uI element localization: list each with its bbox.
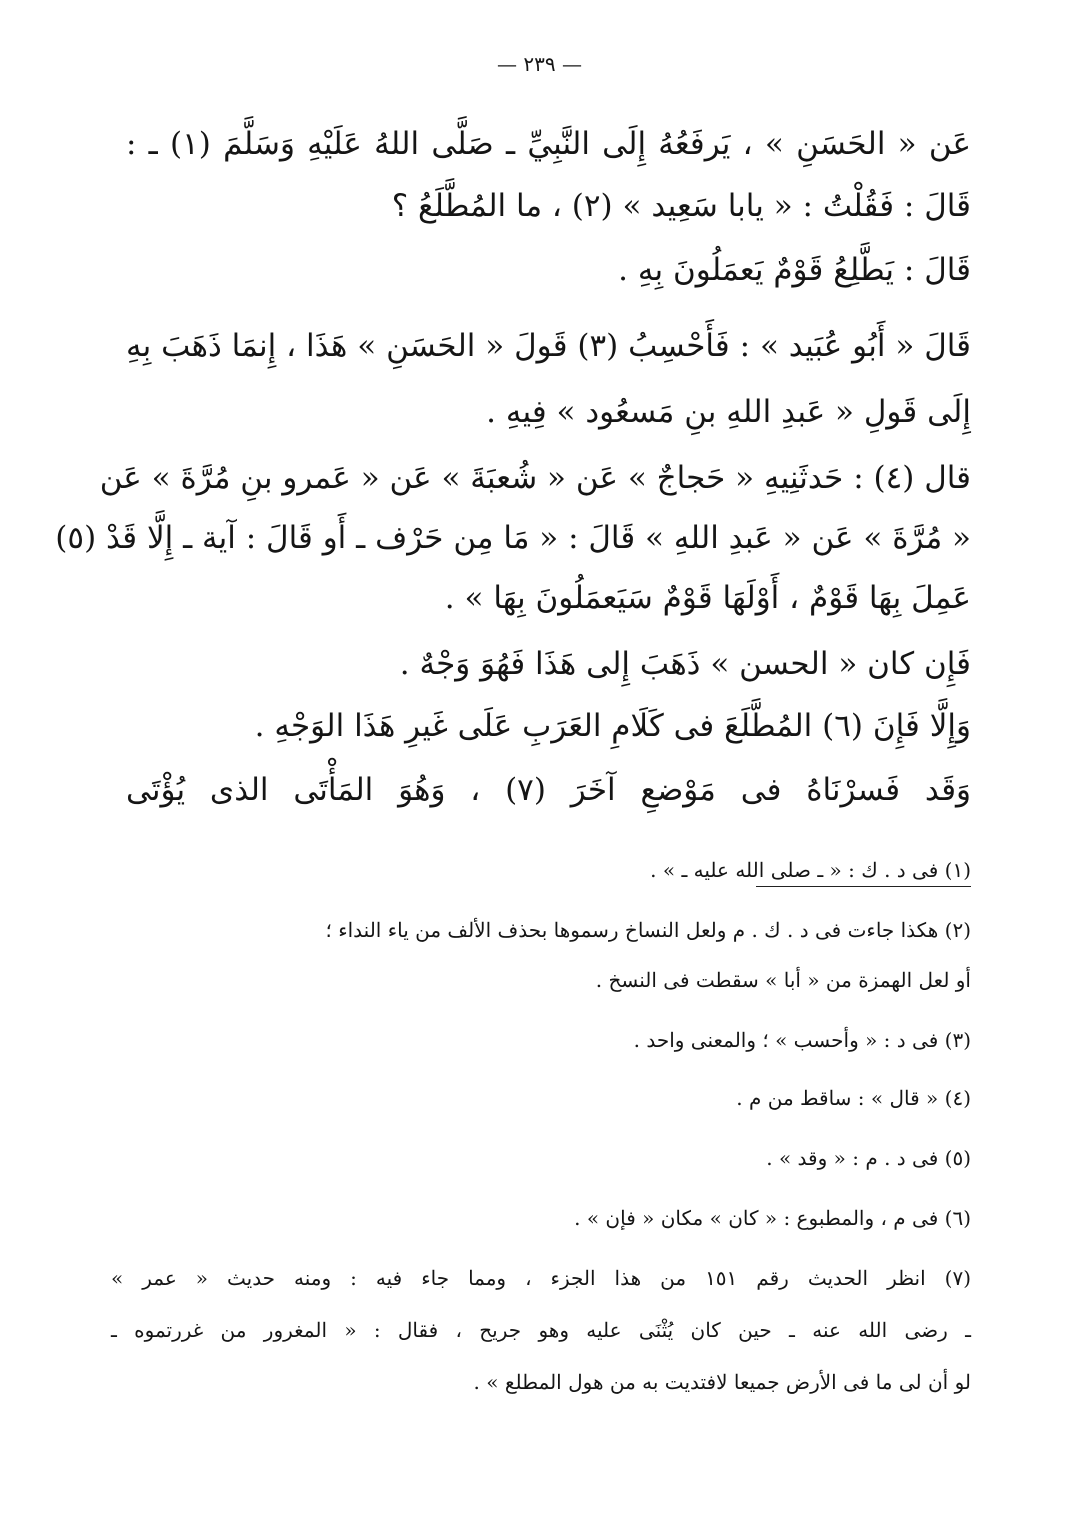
main-line-9: فَإِن كان « الحسن » ذَهَبَ إِلى هَذَا فَهُوَ وَجْهٌ . [399, 646, 971, 682]
footnote-separator [756, 886, 971, 887]
main-line-6: قال (٤) : حَدثَنِيهِ « حَجاجٌ » عَن « شُعبَةَ » عَن « عَمرو بنِ مُرَّةَ » عَن [99, 460, 971, 496]
main-line-5: إِلَى قَولِ « عَبدِ اللهِ بنِ مَسعُود » فِيهِ . [486, 394, 971, 430]
main-line-4: قَالَ « أَبُو عُبَيد » : فَأَحْسِبُ (٣) قَولَ « الحَسَنِ » هَذَا ، إِنمَا ذَهَبَ بِهِ [126, 328, 971, 364]
footnote-6: (٦) فى م ، والمطبوع : « كان » مكان « فإن » . [574, 1206, 971, 1230]
main-line-3: قَالَ : يَطَّلِعُ قَوْمٌ يَعمَلُونَ بِهِ . [618, 252, 971, 288]
main-line-8: عَمِلَ بِهَا قَوْمٌ ، أَوْلَهَا قَوْمٌ سَيَعمَلُونَ بِهَا » . [444, 580, 971, 616]
main-line-7: « مُرَّةَ » عَن « عَبدِ اللهِ » قَالَ : « مَا مِن حَرْف ـ أَو قَالَ : آية ـ إِلَّا قَدْ (٥) [55, 520, 971, 556]
footnote-3: (٣) فى د : « وأحسب » ؛ والمعنى واحد . [633, 1028, 971, 1052]
footnote-7-cont-1: ـ رضى الله عنه ـ حين كان يُثْنَى عليه وهو جريح ، فقال : « المغرور من غررتموه ـ [111, 1318, 971, 1342]
footnote-1: (١) فى د . ك : « ـ صلى الله عليه ـ » . [650, 858, 971, 882]
footnote-7-cont-2: لو أن لى ما فى الأرض جميعا لافتديت به من هول المطلع » . [473, 1370, 971, 1394]
main-line-1: عَن « الحَسَنِ » ، يَرفَعُهُ إِلَى النَّبِيِّ ـ صَلَّى اللهُ عَلَيْهِ وَسَلَّمَ (١) ـ : [126, 126, 971, 162]
footnote-2: (٢) هكذا جاءت فى د . ك . م ولعل النساخ رسموها بحذف الألف من ياء النداء ؛ [325, 918, 971, 942]
page-number: — ٢٣٩ — [497, 52, 582, 76]
footnote-5: (٥) فى د . م : « وقد » . [766, 1146, 971, 1170]
footnote-2-cont: أو لعل الهمزة من « أبا » سقطت فى النسخ . [595, 968, 971, 992]
main-line-2: قَالَ : فَقُلْتُ : « يابا سَعِيد » (٢) ، ما المُطَّلَعُ ؟ [391, 188, 971, 224]
main-line-11: وَقَد فَسرْنَاهُ فى مَوْضعِ آخَرَ (٧) ، وَهُوَ المَأْتَى الذى يُؤْتَى [126, 772, 971, 808]
footnote-4: (٤) « قال » : ساقط من م . [736, 1086, 971, 1110]
main-line-10: وَإِلَّا فَإِنَ (٦) المُطَّلَعَ فى كَلَامِ العَرَبِ عَلَى غَيرِ هَذَا الوَجْهِ . [254, 708, 971, 744]
footnote-7: (٧) انظر الحديث رقم ١٥١ من هذا الجزء ، ومما جاء فيه : ومنه حديث « عمر » [111, 1266, 971, 1290]
